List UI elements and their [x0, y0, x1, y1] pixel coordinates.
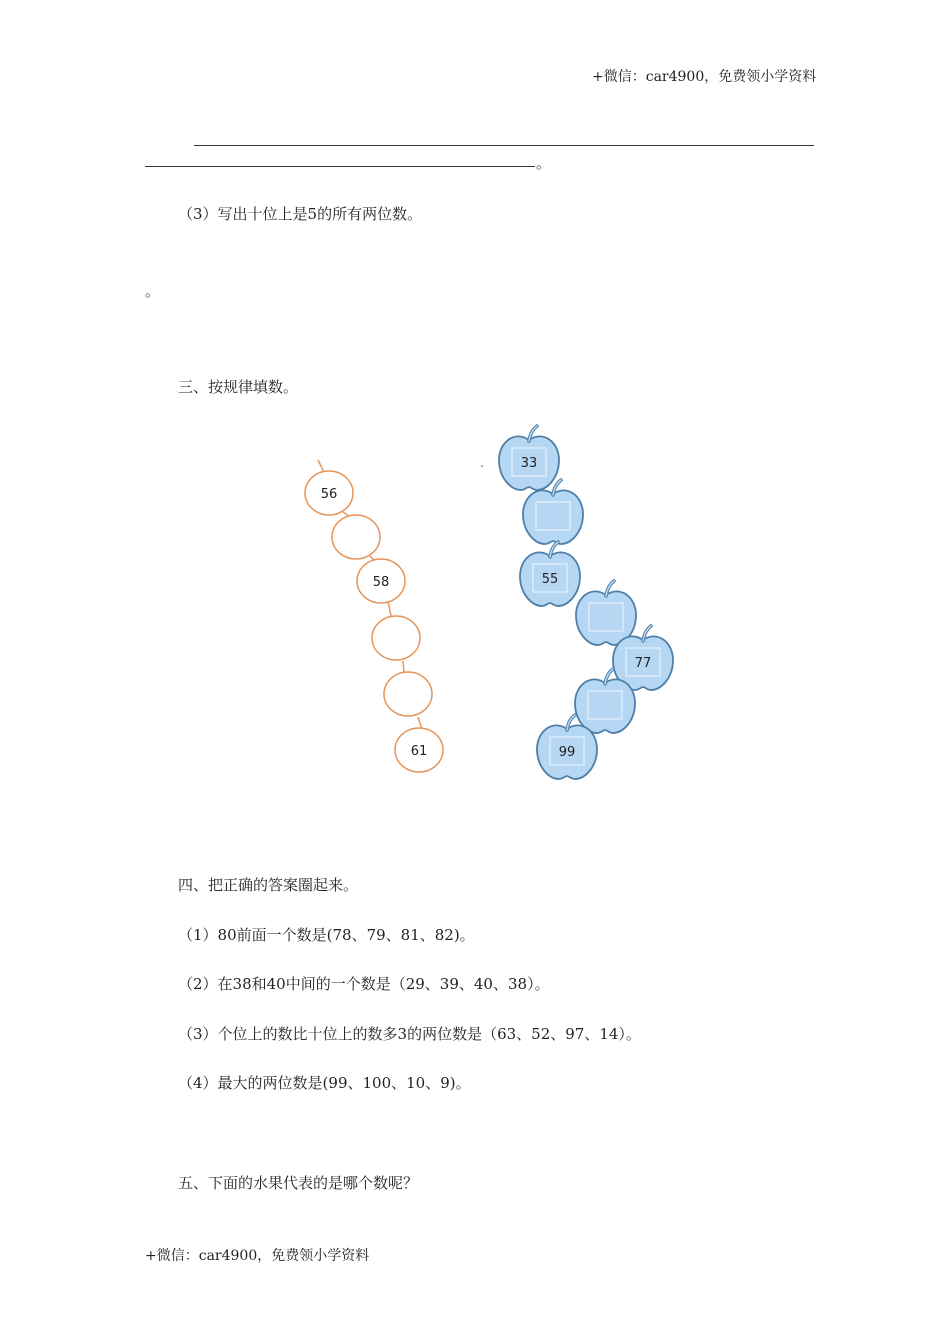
footer-watermark: +微信：car4900，免费领小学资料 [145, 1248, 370, 1264]
question-2-3: （3）写出十位上是5的所有两位数。 [178, 205, 423, 223]
pattern-circle[interactable] [384, 672, 432, 716]
pattern-apple[interactable] [499, 426, 559, 490]
question-4-1: （1）80前面一个数是(78、79、81、82)。 [178, 926, 475, 944]
apple-number: 99 [558, 745, 576, 760]
question-4-3: （3）个位上的数比十位上的数多3的两位数是（63、52、97、14）。 [178, 1025, 641, 1043]
pattern-apple[interactable] [523, 480, 583, 544]
apple-number: 77 [634, 656, 652, 671]
pattern-circle[interactable] [372, 616, 420, 660]
blank-line-end: 。 [536, 154, 552, 172]
pattern-apple[interactable] [520, 542, 580, 606]
pattern-circle[interactable] [332, 515, 380, 559]
question-4-2: （2）在38和40中间的一个数是（29、39、40、38）。 [178, 975, 550, 993]
circle-number: 61 [410, 744, 428, 759]
pattern-apple[interactable] [576, 581, 636, 645]
apple-number: 55 [541, 572, 559, 587]
section-4-title: 四、把正确的答案圈起来。 [178, 876, 359, 894]
stray-dot [481, 465, 483, 467]
question-2-3-answer-end: 。 [145, 282, 161, 300]
section-5-title: 五、下面的水果代表的是哪个数呢？ [178, 1174, 419, 1192]
apple-number: 33 [520, 456, 538, 471]
question-4-4: （4）最大的两位数是(99、100、10、9)。 [178, 1074, 471, 1092]
section-3-title: 三、按规律填数。 [178, 378, 299, 396]
header-watermark: +微信：car4900，免费领小学资料 [592, 69, 817, 85]
circle-number: 56 [320, 487, 338, 502]
circle-number: 58 [372, 575, 390, 590]
